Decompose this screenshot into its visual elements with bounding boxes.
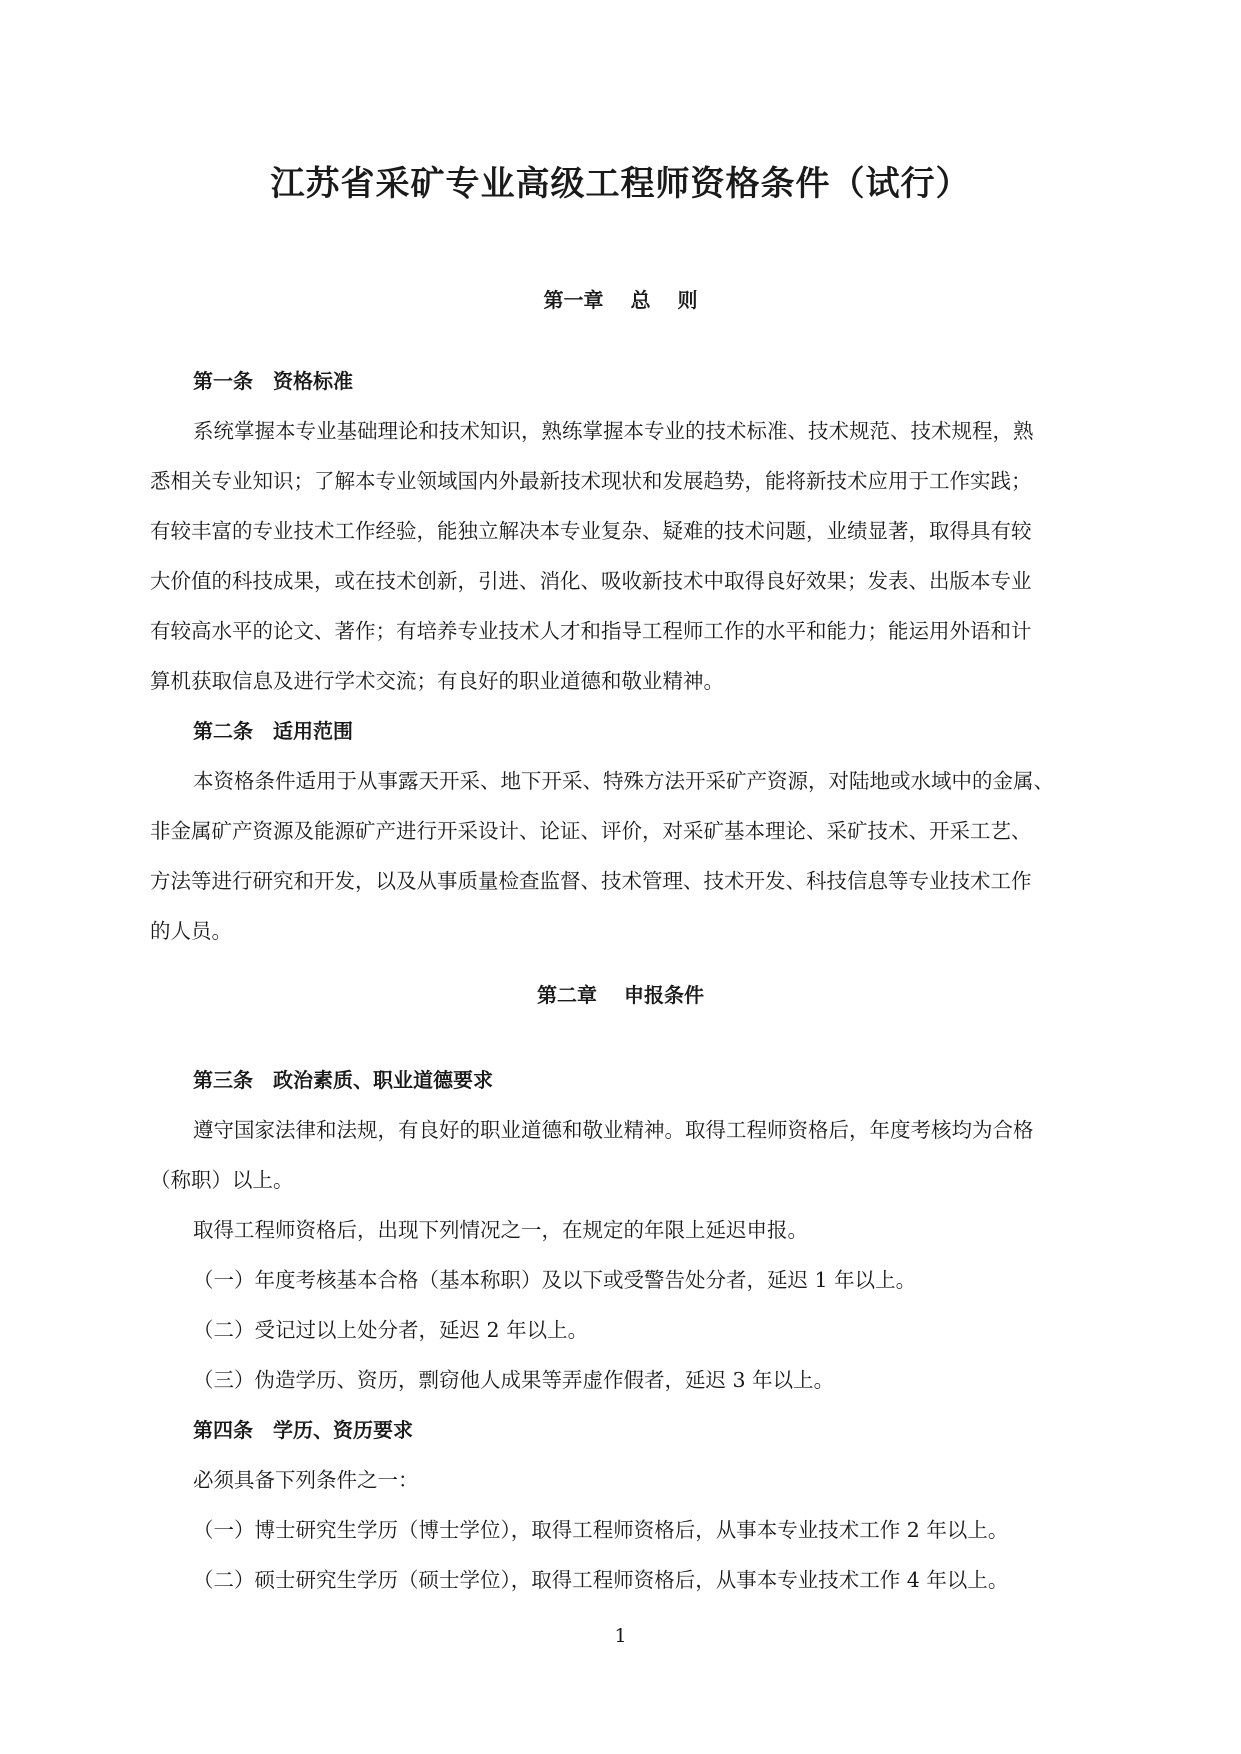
article-2-heading: 第二条 适用范围 xyxy=(193,719,353,743)
article-1-heading: 第一条 资格标准 xyxy=(193,369,353,393)
article-4-item: （一）博士研究生学历（博士学位），取得工程师资格后，从事本专业技术工作 2 年以上。 xyxy=(193,1518,1009,1542)
article-2-line: 的人员。 xyxy=(150,919,232,943)
article-4-intro: 必须具备下列条件之一： xyxy=(193,1468,419,1492)
article-3-heading: 第三条 政治素质、职业道德要求 xyxy=(193,1068,493,1092)
article-1-line: 算机获取信息及进行学术交流；有良好的职业道德和敬业精神。 xyxy=(150,669,724,693)
article-2-line: 本资格条件适用于从事露天开采、地下开采、特殊方法开采矿产资源，对陆地或水域中的金属、 xyxy=(193,769,1054,793)
article-1-line: 大价值的科技成果，或在技术创新，引进、消化、吸收新技术中取得良好效果；发表、出版本专业 xyxy=(150,569,1032,593)
article-3-line: 取得工程师资格后，出现下列情况之一，在规定的年限上延迟申报。 xyxy=(193,1218,808,1242)
page-number: 1 xyxy=(614,1625,627,1647)
article-1-line: 系统掌握本专业基础理论和技术知识，熟练掌握本专业的技术标准、技术规范、技术规程，熟 xyxy=(193,419,1034,443)
document-title: 江苏省采矿专业高级工程师资格条件（试行） xyxy=(270,164,971,204)
article-4-item: （二）硕士研究生学历（硕士学位），取得工程师资格后，从事本专业技术工作 4 年以上。 xyxy=(193,1568,1009,1592)
article-2-line: 方法等进行研究和开发，以及从事质量检查监督、技术管理、技术开发、科技信息等专业技术工作 xyxy=(150,869,1032,893)
article-3-item: （一）年度考核基本合格（基本称职）及以下或受警告处分者，延迟 1 年以上。 xyxy=(193,1268,917,1292)
article-3-item: （二）受记过以上处分者，延迟 2 年以上。 xyxy=(193,1318,589,1342)
article-1-line: 有较高水平的论文、著作；有培养专业技术人才和指导工程师工作的水平和能力；能运用外语和计 xyxy=(150,619,1032,643)
article-3-line: 遵守国家法律和法规，有良好的职业道德和敬业精神。取得工程师资格后，年度考核均为合格 xyxy=(193,1118,1034,1142)
article-1-line: 悉相关专业知识；了解本专业领域国内外最新技术现状和发展趋势，能将新技术应用于工作实践； xyxy=(150,469,1032,493)
article-2-line: 非金属矿产资源及能源矿产进行开采设计、论证、评价，对采矿基本理论、采矿技术、开采工艺、 xyxy=(150,819,1032,843)
article-3-line: （称职）以上。 xyxy=(150,1168,294,1192)
chapter-1-heading: 第一章 总 则 xyxy=(543,288,698,312)
chapter-2-heading: 第二章 申报条件 xyxy=(537,983,704,1007)
article-1-line: 有较丰富的专业技术工作经验，能独立解决本专业复杂、疑难的技术问题，业绩显著，取得具有较 xyxy=(150,519,1032,543)
article-3-item: （三）伪造学历、资历，剽窃他人成果等弄虚作假者，延迟 3 年以上。 xyxy=(193,1368,835,1392)
article-4-heading: 第四条 学历、资历要求 xyxy=(193,1418,413,1442)
